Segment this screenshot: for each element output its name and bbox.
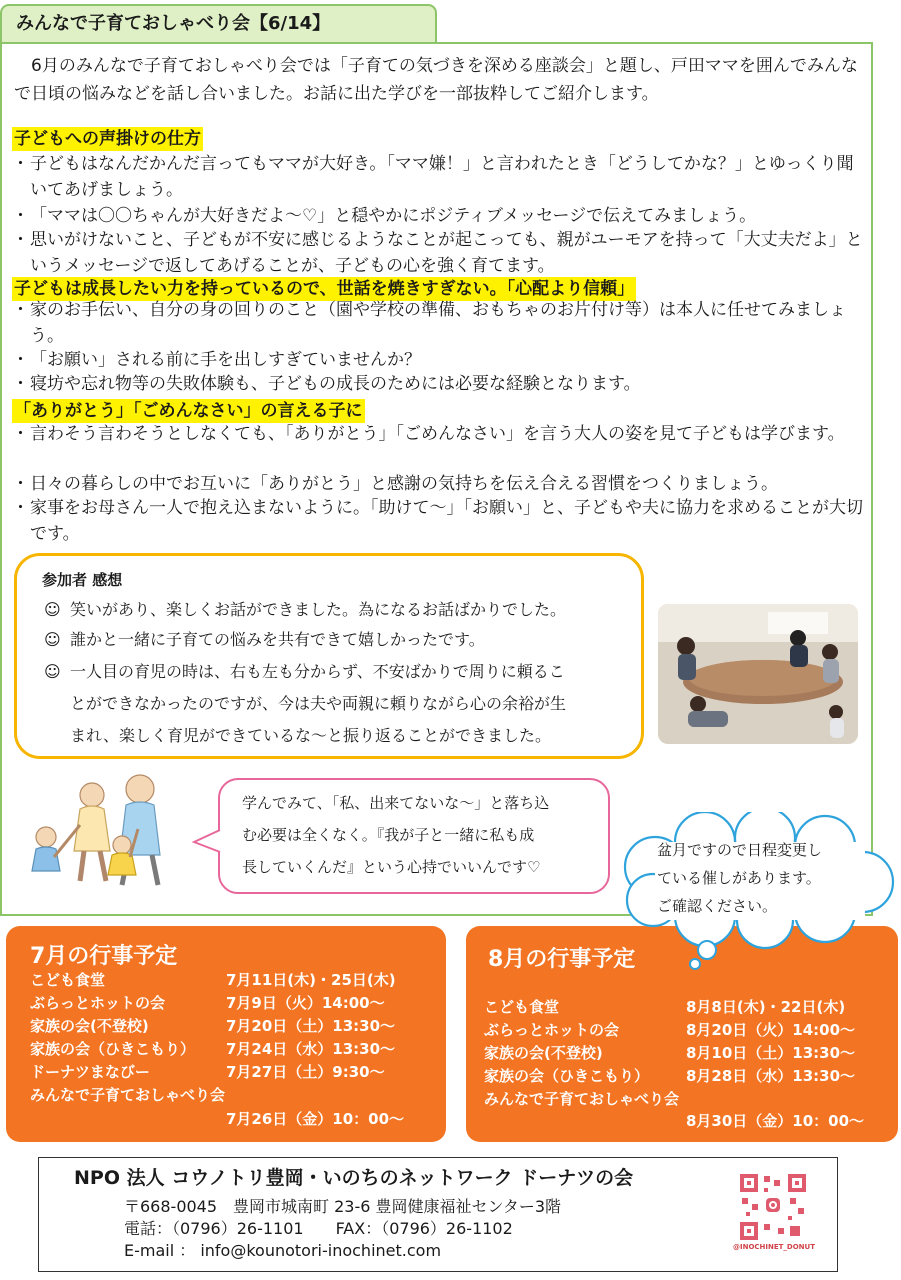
list-item: ・ 言わそう言わそうとしなくても、「ありがとう」「ごめんなさい」を言う大人の姿を見て子どもは学びます。 — [12, 421, 864, 447]
schedule-row: こども食堂 7月11日(木)・25日(木) — [30, 971, 396, 989]
july-schedule-title: 7月の行事予定 — [30, 944, 178, 969]
list-item: ・ 子どもはなんだかんだ言ってもママが大好き。「ママ嫌！」と言われたとき「どうしてかな？」とゆっくり聞いてあげましょう。 — [12, 151, 864, 203]
schedule-date: 8月30日（金）10：00～ — [686, 1112, 865, 1130]
smile-icon: ☺ — [44, 630, 61, 649]
list-item: ・ 家事をお母さん一人で抱え込まないように。「助けて～」「お願い」と、子どもや夫に協力を求めることが大切です。 — [12, 495, 864, 547]
section-title-tab — [0, 4, 437, 42]
family-illustration — [20, 765, 210, 890]
smile-icon: ☺ — [44, 600, 61, 619]
page-title: みんなで子育ておしゃべり会【6/14】 — [16, 13, 331, 34]
smile-icon: ☺ — [44, 662, 61, 681]
list-item: ・ 思いがけないこと、子どもが不安に感じるようなことが起こっても、親がユーモアを持って「大丈夫だよ」というメッセージで返してあげることが、子どもの心を強く育てます。 — [12, 227, 864, 279]
impression-item: ☺ 笑いがあり、楽しくお話ができました。為になるお話ばかりでした。 — [44, 594, 630, 626]
schedule-row: 家族の会(不登校) 7月20日（土）13:30～ — [30, 1017, 396, 1035]
schedule-row: 家族の会（ひきこもり） 8月28日（水）13:30～ — [484, 1067, 856, 1085]
schedule-row: ぶらっとホットの会 7月9日（火）14:00～ — [30, 994, 385, 1012]
meeting-photo — [658, 604, 858, 744]
schedule-row: 家族の会（ひきこもり） 7月24日（水）13:30～ — [30, 1040, 396, 1058]
organization-name: NPO 法人 コウノトリ豊岡・いのちのネットワーク ドーナツの会 — [74, 1167, 634, 1189]
email[interactable]: E-mail ： info@kounotori-inochinet.com — [124, 1241, 442, 1260]
phone-fax: 電話：（0796）26-1101 FAX：（0796）26-1102 — [124, 1219, 513, 1238]
schedule-row: 家族の会(不登校) 8月10日（土）13:30～ — [484, 1044, 856, 1062]
section-heading-1: 子どもへの声掛けの仕方 — [14, 129, 201, 149]
schedule-row: こども食堂 8月8日(木)・22日(木) — [484, 998, 846, 1016]
notice-cloud-text: 盆月ですので日程変更し ている催しがあります。 ご確認ください。 — [657, 841, 823, 915]
list-item: ・ 「お願い」される前に手を出しすぎていませんか？ — [12, 347, 864, 373]
speech-bubble-tail — [192, 826, 222, 856]
speech-bubble-text: 学んでみて、「私、出来てないな～」と落ち込 む必要は全くなく。『我が子と一緒に私も成 長していくんだ』という心持でいいんです♡ — [242, 794, 550, 876]
list-item: ・ 日々の暮らしの中でお互いに「ありがとう」と感謝の気持ちを伝え合える習慣をつくりましょう。 — [12, 471, 864, 497]
schedule-row: みんなで子育ておしゃべり会 — [484, 1090, 680, 1108]
schedule-row: ぶらっとホットの会 8月20日（火）14:00～ — [484, 1021, 856, 1039]
august-schedule-title: 8月の行事予定 — [488, 947, 636, 972]
impression-item: ☺ 一人目の育児の時は、右も左も分からず、不安ばかりで周りに頼るこ とができなかったのですが、今は夫や両親に頼りながら心の余裕が生 まれ、楽しく育児ができているな～と振り返ることができました。 — [44, 656, 630, 752]
impressions-title: 参加者 感想 — [42, 571, 123, 589]
list-item: ・ 「ママは〇〇ちゃんが大好きだよ～♡」と穏やかにポジティブメッセージで伝えてみましょう。 — [12, 203, 864, 229]
section-heading-3: 「ありがとう」「ごめんなさい」の言える子に — [14, 401, 363, 421]
instagram-handle: @INOCHINET_DONUT — [732, 1243, 815, 1251]
intro-paragraph: 6月のみんなで子育ておしゃべり会では「子育ての気づきを深める座談会」と題し、戸田ママを囲んでみんなで日頃の悩みなどを話し合いました。お話に出た学びを一部抜粋してご紹介します。 — [14, 56, 858, 104]
section-heading-2: 子どもは成長したい力を持っているので、世話を焼きすぎない。「心配より信頼」 — [14, 279, 635, 299]
schedule-date: 7月26日（金）10：00～ — [226, 1110, 405, 1128]
qr-code-icon[interactable] — [738, 1172, 808, 1242]
schedule-row: ドーナツまなびー 7月27日（土）9:30～ — [30, 1063, 385, 1081]
schedule-row: みんなで子育ておしゃべり会 — [30, 1086, 226, 1104]
list-item: ・ 寝坊や忘れ物等の失敗体験も、子どもの成長のためには必要な経験となります。 — [12, 371, 864, 397]
impression-item: ☺ 誰かと一緒に子育ての悩みを共有できて嬉しかったです。 — [44, 624, 630, 656]
address: 〒668-0045 豊岡市城南町 23-6 豊岡健康福祉センター3階 — [124, 1197, 562, 1216]
list-item: ・ 家のお手伝い、自分の身の回りのこと（園や学校の準備、おもちゃのお片付け等）は本人に任せてみましょう。 — [12, 297, 864, 349]
